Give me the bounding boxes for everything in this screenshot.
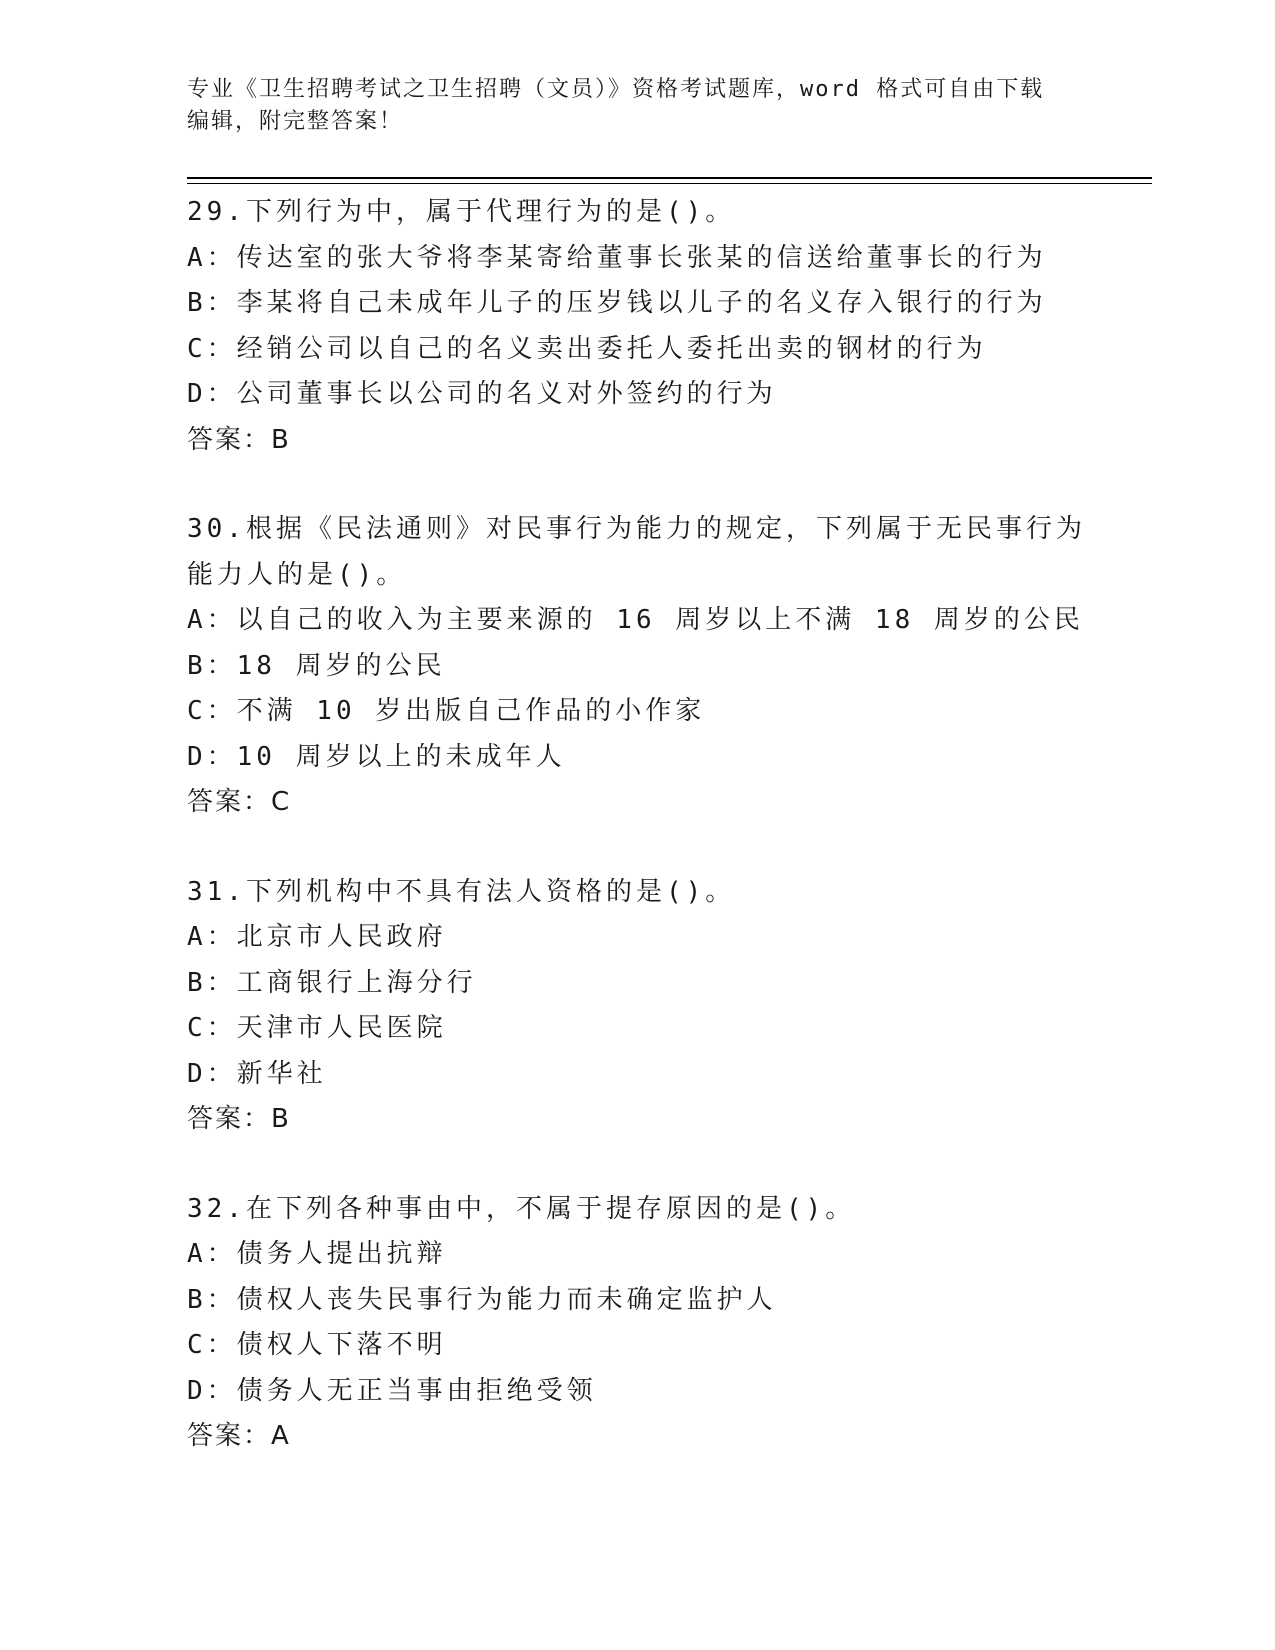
answer-line	[187, 418, 1087, 464]
question-29	[187, 190, 1087, 463]
option-b: B：18 周岁的公民	[187, 650, 446, 681]
question-stem: 29.下列行为中，属于代理行为的是()。	[187, 197, 736, 227]
answer-value: B	[271, 1104, 291, 1134]
header-divider-thin	[187, 183, 1152, 184]
document-header	[187, 74, 1087, 138]
answer-line	[187, 780, 1087, 826]
header-line-1: 专业《卫生招聘考试之卫生招聘（文员）》资格考试题库，word 格式可自由下载	[187, 77, 1045, 102]
answer-line	[187, 1414, 1087, 1460]
header-divider-thick	[187, 177, 1152, 179]
question-stem: 30.根据《民法通则》对民事行为能力的规定，下列属于无民事行为能力人的是()。	[187, 514, 1086, 590]
option-d: D：债务人无正当事由拒绝受领	[187, 1375, 597, 1406]
option-a: A：北京市人民政府	[187, 922, 447, 952]
question-stem: 32.在下列各种事由中，不属于提存原因的是()。	[187, 1193, 856, 1224]
option-c: C：天津市人民医院	[187, 1013, 447, 1043]
answer-label: 答案：	[187, 787, 272, 817]
option-b: B：工商银行上海分行	[187, 967, 477, 998]
option-b: B：李某将自己未成年儿子的压岁钱以儿子的名义存入银行的行为	[187, 288, 1047, 318]
answer-value: A	[271, 1421, 291, 1451]
option-c: C：债权人下落不明	[187, 1330, 447, 1360]
question-32	[187, 1187, 1087, 1460]
answer-value: C	[271, 787, 292, 817]
answer-label: 答案：	[187, 1421, 272, 1451]
question-31	[187, 870, 1087, 1143]
answer-line	[187, 1097, 1087, 1143]
option-a: A：债务人提出抗辩	[187, 1239, 447, 1269]
question-stem: 31.下列机构中不具有法人资格的是()。	[187, 876, 736, 907]
answer-label: 答案：	[187, 424, 272, 455]
option-a: A：传达室的张大爷将李某寄给董事长张某的信送给董事长的行为	[187, 242, 1047, 273]
option-d: D：10 周岁以上的未成年人	[187, 741, 566, 772]
header-line-2: 编辑，附完整答案！	[187, 109, 404, 134]
question-list	[187, 190, 1087, 1504]
option-c: C：经销公司以自己的名义卖出委托人委托出卖的钢材的行为	[187, 333, 987, 364]
option-d: D：新华社	[187, 1058, 327, 1089]
option-c: C：不满 10 岁出版自己作品的小作家	[187, 696, 706, 726]
answer-value: B	[271, 424, 291, 455]
option-b: B：债权人丧失民事行为能力而未确定监护人	[187, 1284, 777, 1315]
option-d: D：公司董事长以公司的名义对外签约的行为	[187, 379, 777, 409]
answer-label: 答案：	[187, 1104, 272, 1134]
option-a: A：以自己的收入为主要来源的 16 周岁以上不满 18 周岁的公民	[187, 605, 1084, 635]
question-30	[187, 507, 1087, 826]
